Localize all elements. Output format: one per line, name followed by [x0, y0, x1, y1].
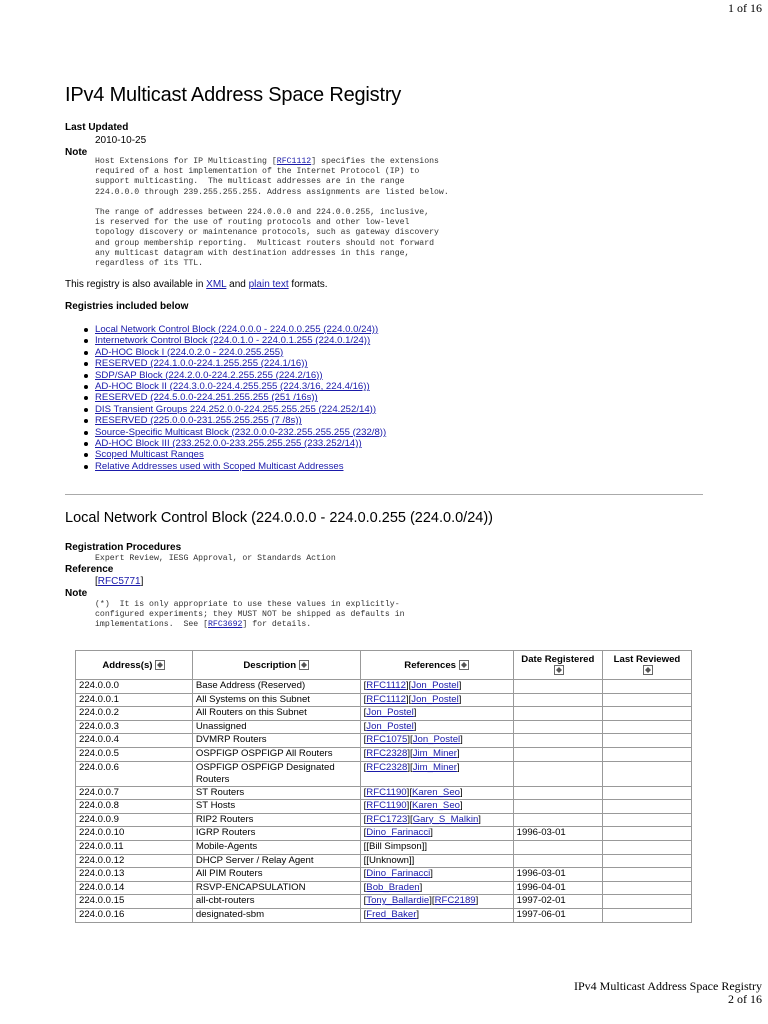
description-cell: All Routers on this Subnet: [192, 707, 360, 721]
registry-link[interactable]: SDP/SAP Block (224.2.0.0-224.2.255.255 (224.2/16)): [95, 369, 323, 381]
description-cell: ST Hosts: [192, 800, 360, 814]
reference-link[interactable]: Gary_S_Malkin: [412, 813, 479, 825]
references-cell: [RFC1190][Karen_Seo]: [360, 786, 513, 800]
column-header-description[interactable]: [192, 651, 360, 680]
registry-list-item: [95, 358, 386, 369]
date-registered-cell: [513, 840, 602, 854]
header-label-address: Address(s): [102, 659, 153, 671]
address-cell: 224.0.0.9: [76, 813, 193, 827]
last-reviewed-cell: [602, 761, 691, 786]
note-label: Note: [65, 147, 88, 158]
reference-link[interactable]: Jon_Postel: [411, 693, 459, 705]
description-cell: DVMRP Routers: [192, 734, 360, 748]
availability-prefix: This registry is also available in: [65, 279, 207, 290]
date-registered-cell: 1996-04-01: [513, 881, 602, 895]
table-row: [76, 895, 692, 909]
registry-link[interactable]: AD-HOC Block III (233.252.0.0-233.255.255.255 (233.252/14)): [95, 438, 362, 450]
registry-list-item: [95, 427, 386, 438]
last-updated-value: 2010-10-25: [95, 135, 147, 146]
references-cell: [Tony_Ballardie][RFC2189]: [360, 895, 513, 909]
page-number-top: 1 of 16: [728, 1, 762, 15]
references-cell: [Bob_Braden]: [360, 881, 513, 895]
header-label-description: Description: [243, 659, 297, 671]
table-row: [76, 680, 692, 694]
last-reviewed-cell: [602, 840, 691, 854]
page-title: IPv4 Multicast Address Space Registry: [65, 84, 402, 106]
sort-icon[interactable]: [459, 660, 469, 670]
description-cell: All PIM Routers: [192, 868, 360, 882]
table-row: [76, 800, 692, 814]
registry-link[interactable]: Source-Specific Multicast Block (232.0.0.0-232.255.255.255 (232/8)): [95, 426, 387, 438]
references-cell: [Dino_Farinacci]: [360, 868, 513, 882]
table-row: [76, 827, 692, 841]
registry-list-item: [95, 370, 386, 381]
reference-link[interactable]: Karen_Seo: [412, 786, 461, 798]
table-row: [76, 747, 692, 761]
registry-list-item: [95, 438, 386, 449]
footer-page-number: 2 of 16: [728, 992, 762, 1006]
references-cell: [RFC1112][Jon_Postel]: [360, 680, 513, 694]
registry-list-item: [95, 381, 386, 392]
description-cell: ST Routers: [192, 786, 360, 800]
availability-mid: and: [226, 279, 249, 290]
table-header-row: [76, 651, 692, 680]
note-text-b: ] specifies the extensions: [311, 157, 439, 166]
header-label-references: References: [404, 659, 457, 671]
reference-link[interactable]: RFC1190: [366, 786, 407, 798]
table-row: [76, 693, 692, 707]
registry-list-item: [95, 461, 386, 472]
column-header-address[interactable]: [76, 651, 193, 680]
reference-link[interactable]: RFC2189: [434, 895, 476, 907]
registry-list-item: [95, 404, 386, 415]
references-cell: [Fred_Baker]: [360, 908, 513, 922]
reference-link[interactable]: RFC1112: [366, 693, 406, 705]
rfc1112-link[interactable]: RFC1112: [276, 157, 312, 166]
registry-link[interactable]: Local Network Control Block (224.0.0.0 - 224.0.0.255 (224.0.0/24)): [95, 324, 379, 335]
address-cell: 224.0.0.15: [76, 895, 193, 909]
availability-suffix: formats.: [288, 279, 328, 290]
date-registered-cell: [513, 786, 602, 800]
address-cell: 224.0.0.16: [76, 908, 193, 922]
address-cell: 224.0.0.3: [76, 720, 193, 734]
column-header-date-registered[interactable]: [513, 651, 602, 680]
date-registered-cell: [513, 734, 602, 748]
registry-list-item: [95, 449, 386, 460]
reference-link[interactable]: Jon_Postel: [366, 720, 414, 732]
date-registered-cell: [513, 693, 602, 707]
reference-link[interactable]: RFC2328: [366, 747, 408, 759]
last-reviewed-cell: [602, 881, 691, 895]
section-title: Local Network Control Block (224.0.0.0 - 224.0.0.255 (224.0.0/24)): [65, 510, 493, 526]
reference-link[interactable]: Karen_Seo: [412, 800, 461, 812]
table-row: [76, 908, 692, 922]
description-cell: all-cbt-routers: [192, 895, 360, 909]
date-registered-cell: 1996-03-01: [513, 827, 602, 841]
registry-list-item: [95, 347, 386, 358]
last-reviewed-cell: [602, 800, 691, 814]
address-cell: 224.0.0.2: [76, 707, 193, 721]
last-reviewed-cell: [602, 720, 691, 734]
registry-list-item: [95, 324, 386, 335]
reference-link[interactable]: Jon_Postel: [366, 707, 414, 719]
date-registered-cell: [513, 800, 602, 814]
registry-link[interactable]: AD-HOC Block II (224.3.0.0-224.4.255.255 (224.3/16, 224.4/16)): [95, 381, 370, 393]
reference-link[interactable]: Dino_Farinacci: [366, 827, 431, 839]
last-reviewed-cell: [602, 895, 691, 909]
references-cell: [[Bill Simpson]]: [360, 840, 513, 854]
address-cell: 224.0.0.10: [76, 827, 193, 841]
last-reviewed-cell: [602, 813, 691, 827]
note-text-rest: required of a host implementation of the Internet Protocol (IP) to support multicasting. The multicast addresses are in the range 224.0.0.0 through 239.255.255.255. Address assignments are listed below. The range of addresses between 224.0.0.0 and 224.0.0.255, inclusive, is reserved for the use of routing protocols and other low-level topology discovery or maintenance protocols, such as gateway discovery and group membership reporting. Multicast routers should not forward any multicast datagram with destination addresses in this range, regardless of its TTL.: [95, 167, 449, 269]
section-note: [95, 600, 405, 631]
registry-list-item: [95, 415, 386, 426]
description-cell: OSPFIGP OSPFIGP Designated Routers: [192, 761, 360, 786]
reference-value: [RFC5771]: [95, 576, 144, 587]
description-cell: Unassigned: [192, 720, 360, 734]
reference-link[interactable]: Jon_Postel: [411, 680, 459, 691]
date-registered-cell: 1997-02-01: [513, 895, 602, 909]
reference-link[interactable]: Jon_Postel: [412, 734, 461, 746]
note-text-a: Host Extensions for IP Multicasting [: [95, 157, 277, 166]
divider: [65, 494, 703, 495]
last-reviewed-cell: [602, 707, 691, 721]
description-cell: RIP2 Routers: [192, 813, 360, 827]
registry-note: [95, 157, 449, 269]
footer-title: IPv4 Multicast Address Space Registry: [574, 979, 762, 993]
reference-link[interactable]: RFC1075: [366, 734, 408, 746]
address-cell: 224.0.0.8: [76, 800, 193, 814]
last-reviewed-cell: [602, 747, 691, 761]
last-reviewed-cell: [602, 908, 691, 922]
table-row: [76, 761, 692, 786]
last-reviewed-cell: [602, 680, 691, 694]
registry-link[interactable]: Relative Addresses used with Scoped Multicast Addresses: [95, 460, 344, 472]
registry-link[interactable]: AD-HOC Block I (224.0.2.0 - 224.0.255.255): [95, 346, 284, 358]
reference-link[interactable]: Dino_Farinacci: [366, 868, 431, 880]
reference-link[interactable]: Jim_Miner: [412, 747, 457, 759]
table-row: [76, 720, 692, 734]
registries-heading: Registries included below: [65, 301, 189, 312]
reference-link[interactable]: RFC1112: [366, 680, 406, 691]
plain-text-link[interactable]: plain text: [248, 279, 289, 290]
registries-list: [95, 324, 386, 472]
references-cell: [[Unknown]]: [360, 854, 513, 868]
references-cell: [RFC2328][Jim_Miner]: [360, 747, 513, 761]
page-footer: [574, 980, 762, 1006]
address-cell: 224.0.0.5: [76, 747, 193, 761]
reference-label: Reference: [65, 564, 114, 575]
registry-list-item: [95, 392, 386, 403]
reference-text: [Bill Simpson]: [366, 840, 425, 852]
xml-link[interactable]: XML: [206, 279, 227, 290]
registry-link[interactable]: Scoped Multicast Ranges: [95, 449, 204, 461]
registry-link[interactable]: DIS Transient Groups 224.252.0.0-224.255.255.255 (224.252/14)): [95, 403, 377, 415]
section-note-line3a: implementations. See [: [95, 620, 209, 630]
last-reviewed-cell: [602, 827, 691, 841]
date-registered-cell: [513, 720, 602, 734]
last-reviewed-cell: [602, 734, 691, 748]
date-registered-cell: 1996-03-01: [513, 868, 602, 882]
registry-link[interactable]: RESERVED (224.1.0.0-224.1.255.255 (224.1/16)): [95, 358, 308, 370]
references-cell: [RFC1190][Karen_Seo]: [360, 800, 513, 814]
last-reviewed-cell: [602, 854, 691, 868]
address-cell: 224.0.0.7: [76, 786, 193, 800]
registry-list-item: [95, 335, 386, 346]
last-reviewed-cell: [602, 786, 691, 800]
registration-procedures-label: Registration Procedures: [65, 542, 182, 553]
description-cell: OSPFIGP OSPFIGP All Routers: [192, 747, 360, 761]
description-cell: Base Address (Reserved): [192, 680, 360, 694]
description-cell: All Systems on this Subnet: [192, 693, 360, 707]
date-registered-cell: [513, 747, 602, 761]
sort-icon[interactable]: [299, 660, 309, 670]
reference-link[interactable]: Jim_Miner: [412, 761, 457, 773]
reference-link[interactable]: RFC2328: [366, 761, 408, 773]
table-row: [76, 707, 692, 721]
reference-link[interactable]: RFC1190: [366, 800, 407, 812]
column-header-last-reviewed[interactable]: [602, 651, 691, 680]
availability-line: [65, 279, 328, 290]
address-cell: 224.0.0.11: [76, 840, 193, 854]
date-registered-cell: [513, 854, 602, 868]
sort-icon[interactable]: [155, 660, 165, 670]
registry-link[interactable]: RESERVED (225.0.0.0-231.255.255.255 (7 /8s)): [95, 415, 302, 427]
last-reviewed-cell: [602, 868, 691, 882]
sort-icon[interactable]: [643, 665, 653, 675]
section-note-line1: (*) It is only appropriate to use these values in explicitly-: [95, 600, 400, 609]
registry-link[interactable]: Internetwork Control Block (224.0.1.0 - 224.0.1.255 (224.0.1/24)): [95, 335, 371, 347]
sort-icon[interactable]: [554, 665, 564, 675]
description-cell: designated-sbm: [192, 908, 360, 922]
references-cell: [Jon_Postel]: [360, 720, 513, 734]
description-cell: DHCP Server / Relay Agent: [192, 854, 360, 868]
section-note-line2: configured experiments; they MUST NOT be shipped as defaults in: [95, 610, 405, 620]
section-note-line3b: ] for details.: [242, 620, 312, 630]
registration-procedures-value: Expert Review, IESG Approval, or Standards Action: [95, 554, 336, 563]
reference-link[interactable]: RFC1723: [366, 813, 408, 825]
address-cell: 224.0.0.6: [76, 761, 193, 786]
date-registered-cell: [513, 707, 602, 721]
section-note-label: Note: [65, 588, 88, 599]
table-row: [76, 734, 692, 748]
rfc5771-link[interactable]: RFC5771: [97, 576, 141, 587]
date-registered-cell: [513, 813, 602, 827]
references-cell: [Dino_Farinacci]: [360, 827, 513, 841]
rfc3692-link[interactable]: RFC3692: [208, 620, 243, 630]
header-label-last-reviewed: Last Reviewed: [613, 654, 681, 665]
address-cell: 224.0.0.4: [76, 734, 193, 748]
references-cell: [Jon_Postel]: [360, 707, 513, 721]
registry-link[interactable]: RESERVED (224.5.0.0-224.251.255.255 (251 /16s)): [95, 392, 318, 404]
address-cell: 224.0.0.14: [76, 881, 193, 895]
date-registered-cell: [513, 680, 602, 694]
table-row: [76, 854, 692, 868]
date-registered-cell: [513, 761, 602, 786]
last-reviewed-cell: [602, 693, 691, 707]
last-updated-label: Last Updated: [65, 122, 129, 133]
table-row: [76, 786, 692, 800]
references-cell: [RFC2328][Jim_Miner]: [360, 761, 513, 786]
references-cell: [RFC1075][Jon_Postel]: [360, 734, 513, 748]
address-cell: 224.0.0.1: [76, 693, 193, 707]
table-row: [76, 881, 692, 895]
reference-link[interactable]: Bob_Braden: [366, 881, 420, 893]
address-cell: 224.0.0.13: [76, 868, 193, 882]
description-cell: IGRP Routers: [192, 827, 360, 841]
reference-link[interactable]: Fred_Baker: [366, 908, 417, 920]
column-header-references[interactable]: [360, 651, 513, 680]
table-row: [76, 813, 692, 827]
address-cell: 224.0.0.12: [76, 854, 193, 868]
address-cell: 224.0.0.0: [76, 680, 193, 694]
table-row: [76, 840, 692, 854]
references-cell: [RFC1723][Gary_S_Malkin]: [360, 813, 513, 827]
reference-text: [Unknown]: [366, 854, 412, 866]
table-row: [76, 868, 692, 882]
reference-link[interactable]: Tony_Ballardie: [366, 895, 430, 907]
header-label-date-registered: Date Registered: [521, 654, 595, 665]
date-registered-cell: 1997-06-01: [513, 908, 602, 922]
description-cell: RSVP-ENCAPSULATION: [192, 881, 360, 895]
references-cell: [RFC1112][Jon_Postel]: [360, 693, 513, 707]
local-network-control-table: [75, 650, 692, 923]
description-cell: Mobile-Agents: [192, 840, 360, 854]
